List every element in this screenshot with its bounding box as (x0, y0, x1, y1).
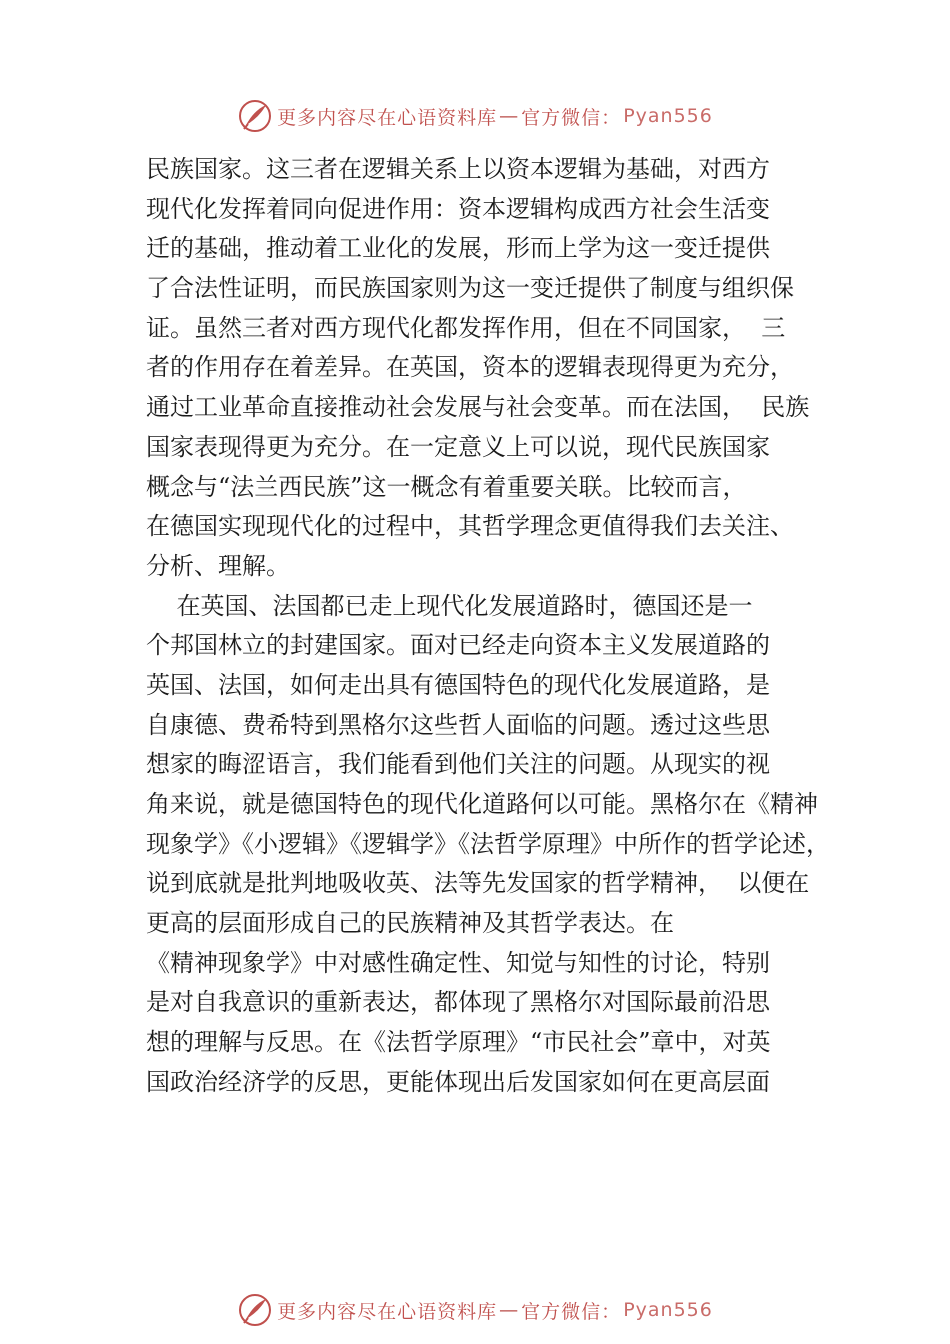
text-line: 在德国实现现代化的过程中，其哲学理念更值得我们去关注、 (146, 512, 794, 541)
header-wechat-id: Pyan556 (623, 105, 713, 127)
text-line: 想的理解与反思。在《法哲学原理》“市民社会”章中，对英 (146, 1028, 771, 1057)
text-line: 在英国、法国都已走上现代化发展道路时，德国还是一 (146, 591, 753, 620)
header-wechat-label: 官方微信： (521, 106, 622, 129)
text-line: 分析、理解。 (146, 551, 290, 580)
footer-wechat-label: 官方微信： (521, 1300, 622, 1323)
text-line: 《精神现象学》中对感性确定性、知觉与知性的讨论，特别 (146, 948, 770, 977)
text-line: 角来说，就是德国特色的现代化道路何以可能。黑格尔在《精神 (146, 790, 818, 818)
header-text: 更多内容尽在心语资料库 (277, 106, 498, 129)
footer-wechat-id: Pyan556 (623, 1299, 713, 1321)
header-separator: — (499, 105, 520, 127)
text-line: 迁的基础，推动着工业化的发展，形而上学为这一变迁提供 (146, 234, 770, 263)
footer-text: 更多内容尽在心语资料库 (277, 1300, 498, 1323)
text-line: 个邦国林立的封建国家。面对已经走向资本主义发展道路的 (146, 631, 770, 660)
text-line: 更高的层面形成自己的民族精神及其哲学表达。在 (146, 909, 674, 938)
text-line: 国家表现得更为充分。在一定意义上可以说，现代民族国家 (146, 432, 770, 461)
text-line: 自康德、费希特到黑格尔这些哲人面临的问题。透过这些思 (146, 710, 770, 739)
text-line: 现代化发挥着同向促进作用：资本逻辑构成西方社会生活变 (146, 194, 770, 223)
feather-logo-icon (237, 98, 273, 134)
feather-logo-icon (237, 1292, 273, 1328)
text-line: 想家的晦涩语言，我们能看到他们关注的问题。从现实的视 (146, 750, 770, 779)
text-line: 说到底就是批判地吸收英、法等先发国家的哲学精神， 以便在 (146, 869, 810, 898)
text-line: 现象学》《小逻辑》《逻辑学》《法哲学原理》中所作的哲学论述， (146, 829, 830, 858)
footer-separator: — (499, 1299, 520, 1321)
text-line: 概念与“法兰西民族”这一概念有着重要关联。比较而言， (146, 472, 747, 501)
text-line: 民族国家。这三者在逻辑关系上以资本逻辑为基础，对西方 (146, 155, 770, 183)
header-banner (0, 96, 950, 136)
text-line: 是对自我意识的重新表达，都体现了黑格尔对国际最前沿思 (146, 988, 770, 1017)
text-line: 证。虽然三者对西方现代化都发挥作用，但在不同国家， 三 (146, 313, 786, 342)
text-line: 国政治经济学的反思，更能体现出后发国家如何在更高层面 (146, 1067, 770, 1096)
text-line: 了合法性证明，而民族国家则为这一变迁提供了制度与组织保 (146, 274, 794, 303)
text-line: 英国、法国，如何走出具有德国特色的现代化发展道路，是 (146, 670, 770, 699)
text-line: 者的作用存在着差异。在英国，资本的逻辑表现得更为充分， (146, 353, 794, 382)
body-text (146, 150, 836, 1103)
footer-banner (0, 1290, 950, 1330)
text-line: 通过工业革命直接推动社会发展与社会变革。而在法国， 民族 (146, 393, 810, 422)
